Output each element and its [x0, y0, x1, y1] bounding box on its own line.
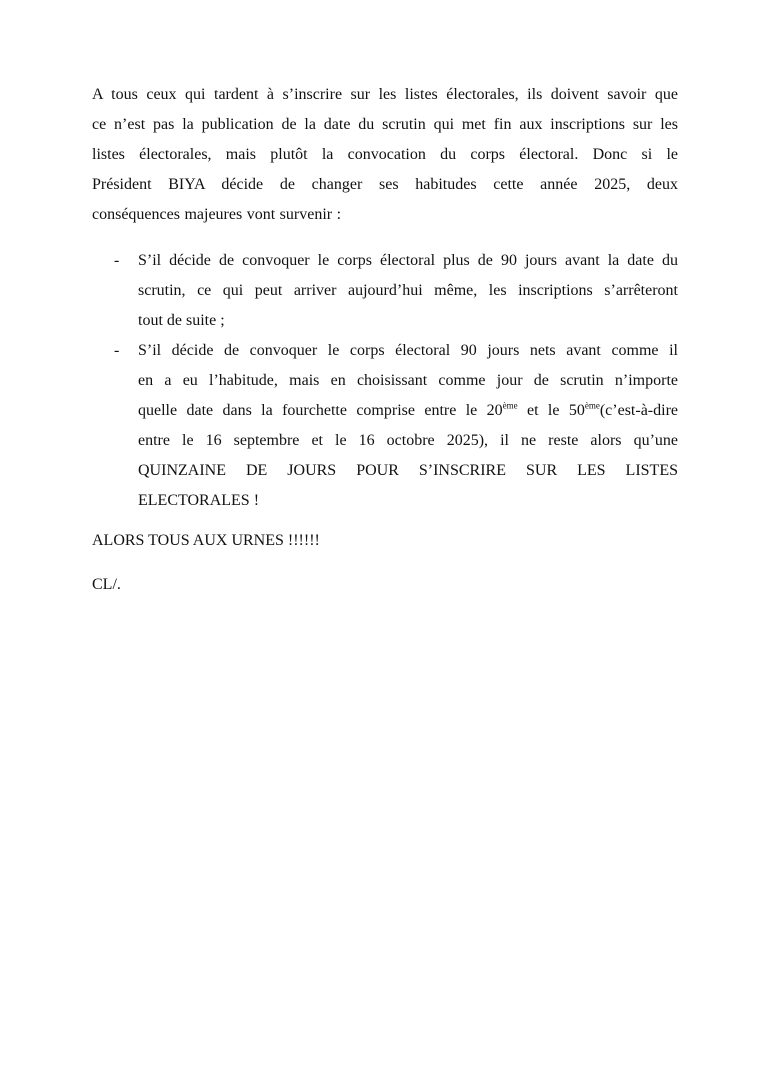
signature: CL/.	[92, 576, 121, 593]
bullet-text	[138, 246, 678, 336]
intro-line: listes électorales, mais plutôt la convocation du corps électoral. Donc si le	[92, 146, 678, 163]
ordinal-superscript: ème	[502, 400, 518, 411]
bullet-line-part: et le 50	[517, 402, 585, 419]
bullet-line: S’il décide de convoquer le corps électoral 90 jours nets avant comme il	[138, 342, 678, 359]
bullet-line-part: (c’est-à-dire	[599, 402, 679, 419]
intro-line: conséquences majeures vont survenir :	[92, 206, 342, 223]
document-body	[92, 80, 678, 600]
list-item	[92, 246, 678, 336]
intro-paragraph	[92, 80, 678, 230]
bullet-dash: -	[114, 342, 120, 359]
intro-line: A tous ceux qui tardent à s’inscrire sur les listes électorales, ils doivent savoir que	[92, 86, 678, 103]
bullet-line: en a eu l’habitude, mais en choisissant comme jour de scrutin n’importe	[138, 372, 678, 389]
list-item	[92, 336, 678, 516]
intro-line: ce n’est pas la publication de la date du scrutin qui met fin aux inscriptions sur les	[92, 116, 678, 133]
bullet-line: QUINZAINE DE JOURS POUR S’INSCRIRE SUR LES LISTES	[138, 462, 678, 479]
bullet-dash: -	[114, 252, 120, 269]
call-to-vote: ALORS TOUS AUX URNES !!!!!!	[92, 532, 320, 549]
bullet-line: entre le 16 septembre et le 16 octobre 2025), il ne reste alors qu’une	[138, 432, 678, 449]
bullet-text	[138, 336, 678, 516]
ordinal-superscript: ème	[584, 400, 600, 411]
bullet-line: tout de suite ;	[138, 312, 225, 329]
intro-line: Président BIYA décide de changer ses habitudes cette année 2025, deux	[92, 176, 678, 193]
consequences-list	[92, 246, 678, 516]
bullet-line: S’il décide de convoquer le corps électoral plus de 90 jours avant la date du	[138, 252, 678, 269]
bullet-line-with-superscripts	[138, 396, 678, 426]
bullet-line-part: quelle date dans la fourchette comprise entre le 20	[138, 402, 503, 419]
bullet-line: scrutin, ce qui peut arriver aujourd’hui même, les inscriptions s’arrêteront	[138, 282, 678, 299]
bullet-line: ELECTORALES !	[138, 492, 260, 509]
